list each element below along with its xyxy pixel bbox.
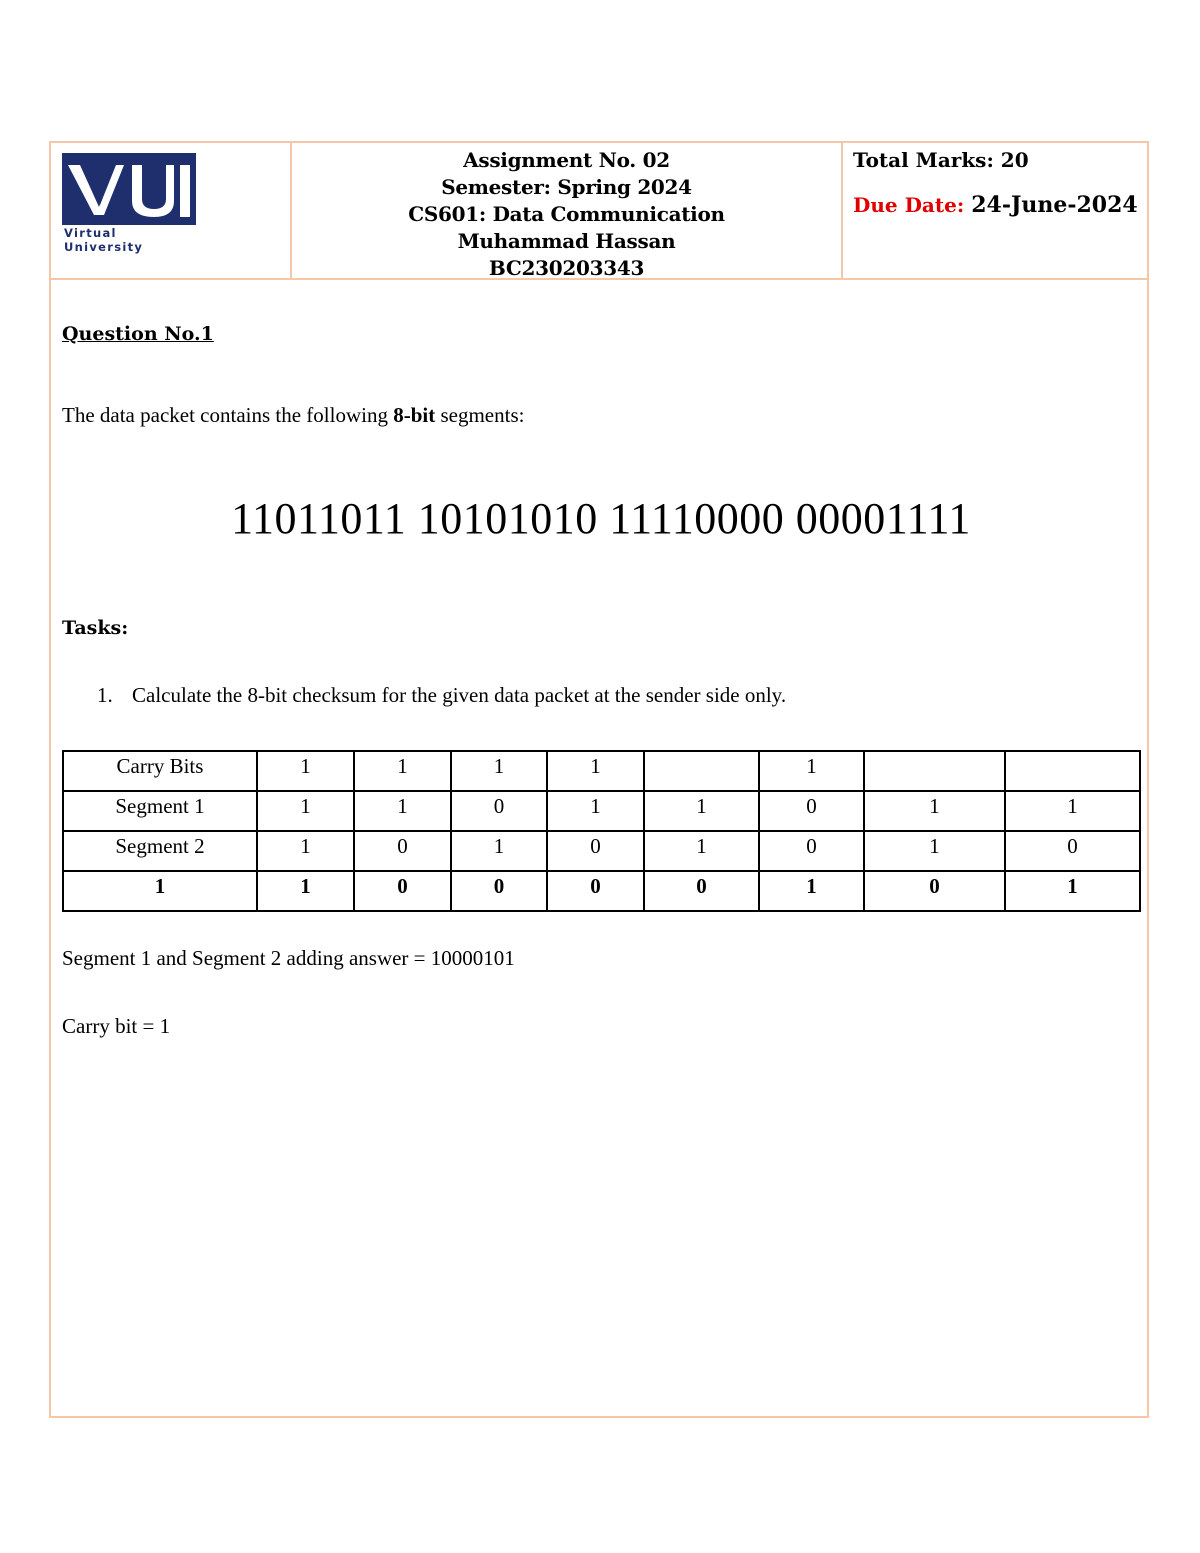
table-cell: 1 <box>257 791 354 831</box>
intro-before: The data packet contains the following <box>62 403 394 427</box>
due-date-label: Due Date: <box>853 193 965 217</box>
task-number: 1. <box>97 683 113 707</box>
table-cell: 1 <box>759 871 864 911</box>
table-cell: 1 <box>864 831 1005 871</box>
table-cell: 1 <box>354 751 451 791</box>
table-cell <box>864 751 1005 791</box>
table-cell: 0 <box>354 871 451 911</box>
table-cell: 0 <box>547 831 644 871</box>
table-cell: 1 <box>644 791 759 831</box>
table-cell: 1 <box>547 751 644 791</box>
header-table <box>51 143 1147 280</box>
table-cell: 1 <box>257 751 354 791</box>
question-title: Question No.1 <box>62 323 214 345</box>
table-cell: 1 <box>759 751 864 791</box>
table-cell: 1 <box>63 871 257 911</box>
table-row <box>63 751 1140 791</box>
logo-caption: Virtual University <box>64 226 144 254</box>
table-row-sum <box>63 871 1140 911</box>
table-cell: 1 <box>864 791 1005 831</box>
table-cell: 1 <box>644 831 759 871</box>
table-cell: 1 <box>257 831 354 871</box>
table-cell: 0 <box>1005 831 1140 871</box>
due-date <box>853 192 1149 218</box>
table-cell: 0 <box>759 791 864 831</box>
task-item <box>97 683 786 708</box>
table-cell: 1 <box>1005 791 1140 831</box>
total-marks: Total Marks: 20 <box>853 148 1029 172</box>
table-cell: 1 <box>451 751 547 791</box>
assignment-number: Assignment No. 02 <box>463 148 670 172</box>
table-row <box>63 831 1140 871</box>
table-cell: 1 <box>451 831 547 871</box>
course-title: CS601: Data Communication <box>408 202 725 226</box>
table-cell: 1 <box>257 871 354 911</box>
data-segments: 11011011 10101010 11110000 00001111 <box>231 494 971 543</box>
marks-cell <box>843 143 1149 278</box>
table-cell <box>1005 751 1140 791</box>
vu-logo-mark <box>62 153 196 225</box>
logo-cell <box>51 143 292 278</box>
semester: Semester: Spring 2024 <box>441 175 692 199</box>
table-row <box>63 791 1140 831</box>
table-cell: 0 <box>759 831 864 871</box>
question-intro <box>62 403 524 428</box>
table-cell: Segment 1 <box>63 791 257 831</box>
student-id: BC230203343 <box>488 256 645 280</box>
table-cell: 0 <box>451 871 547 911</box>
assignment-info-cell <box>292 143 843 278</box>
tasks-title: Tasks: <box>62 617 129 639</box>
intro-bold: 8-bit <box>393 403 436 427</box>
sum-answer: Segment 1 and Segment 2 adding answer = 10000101 <box>62 946 515 970</box>
table-cell: Carry Bits <box>63 751 257 791</box>
table-cell <box>644 751 759 791</box>
table-cell: 0 <box>354 831 451 871</box>
assignment-frame <box>49 141 1149 1418</box>
table-cell: Segment 2 <box>63 831 257 871</box>
checksum-table <box>62 750 1141 912</box>
carry-bit: Carry bit = 1 <box>62 1014 171 1038</box>
table-cell: 0 <box>864 871 1005 911</box>
student-name: Muhammad Hassan <box>457 229 676 253</box>
due-date-value: 24-June-2024 <box>971 192 1138 218</box>
vu-logo <box>62 153 196 225</box>
task-text: Calculate the 8-bit checksum for the given data packet at the sender side only. <box>132 683 787 707</box>
table-cell: 0 <box>547 871 644 911</box>
table-cell: 1 <box>1005 871 1140 911</box>
table-cell: 0 <box>451 791 547 831</box>
intro-after: segments: <box>435 403 525 427</box>
table-cell: 1 <box>547 791 644 831</box>
table-cell: 1 <box>354 791 451 831</box>
table-cell: 0 <box>644 871 759 911</box>
